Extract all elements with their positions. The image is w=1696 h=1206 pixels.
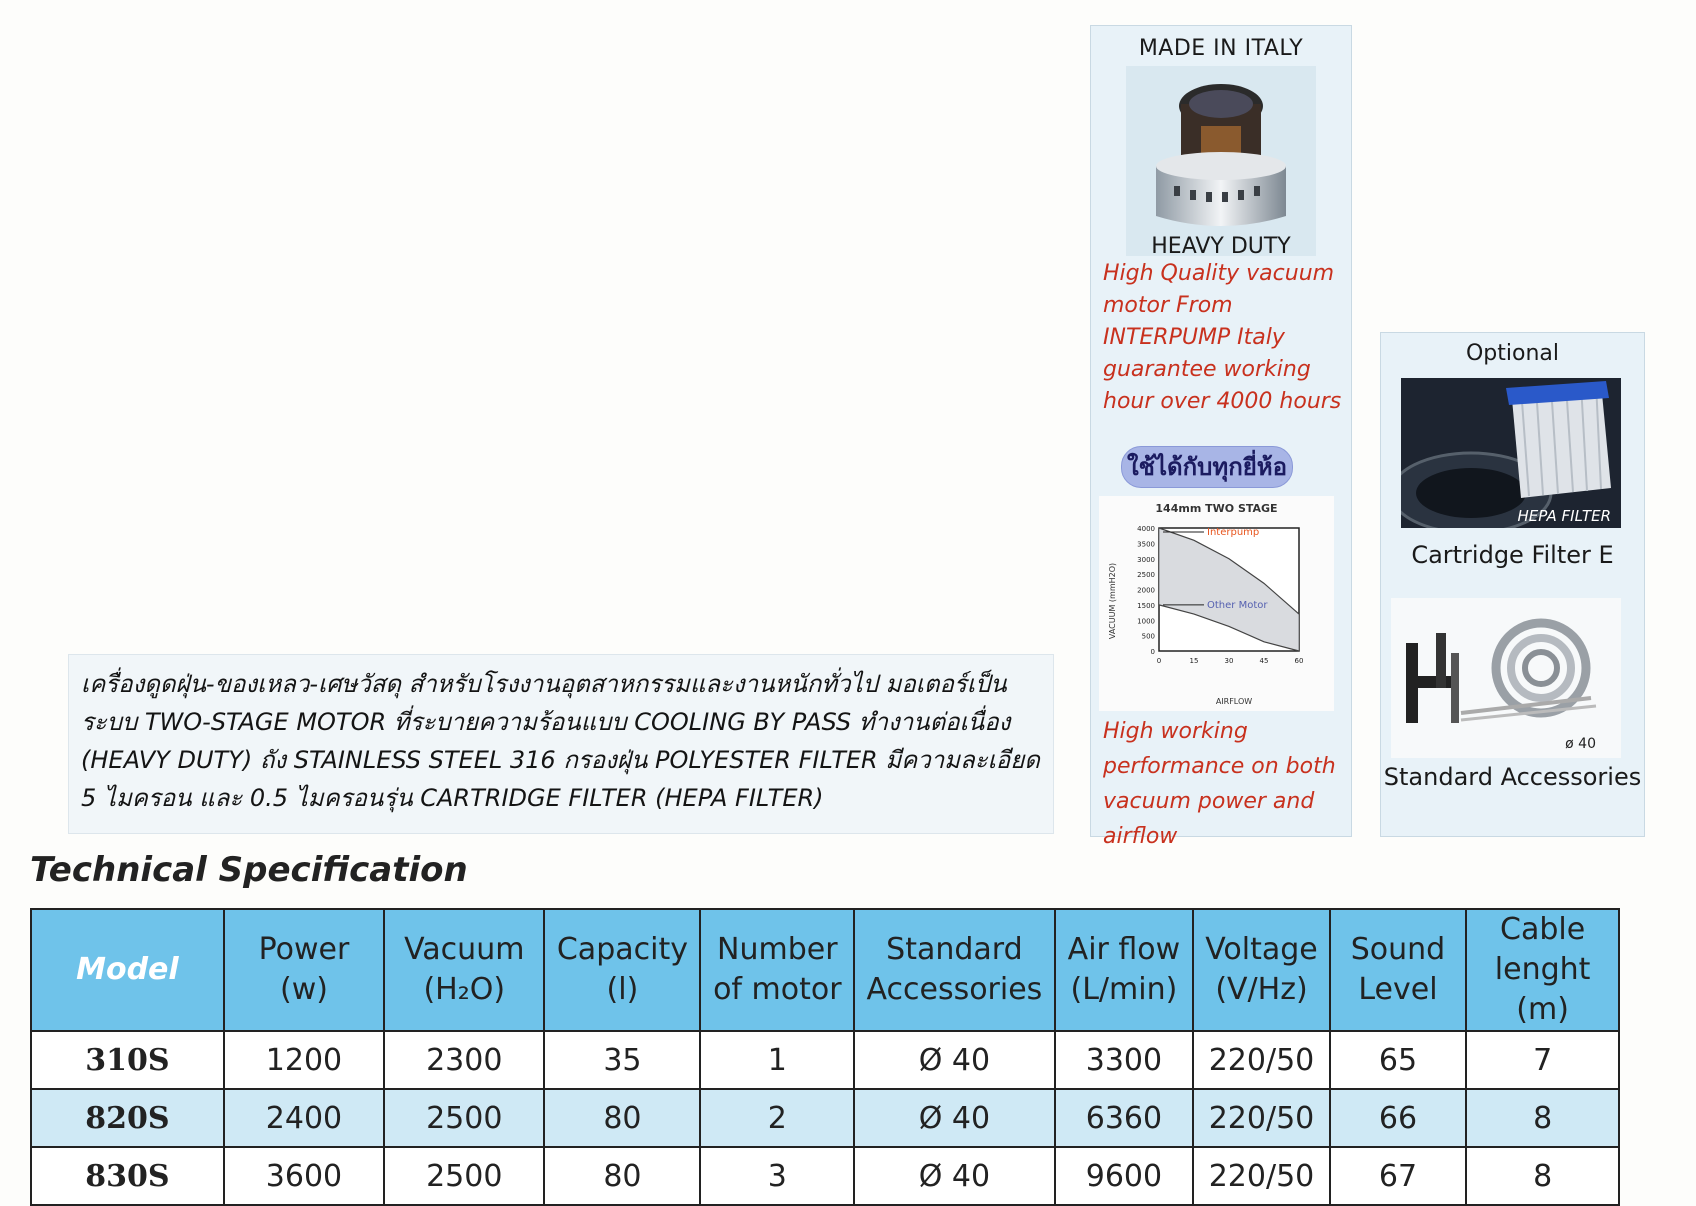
diameter-label: ø 40: [1565, 736, 1596, 752]
motor-panel: [1090, 25, 1352, 849]
table-cell: 6360: [1055, 1089, 1194, 1147]
header-cell: [1193, 909, 1329, 1031]
table-cell: 66: [1330, 1089, 1466, 1147]
y-tick-label: 1500: [1137, 601, 1155, 610]
table-cell: 7: [1466, 1031, 1619, 1089]
header-model: [31, 909, 224, 1031]
vacuum-motor-image: [1126, 66, 1316, 256]
table-row: [31, 1147, 1619, 1205]
performance-chart: [1099, 496, 1334, 711]
header-cell: [224, 909, 384, 1031]
hepa-filter-image: [1401, 378, 1621, 528]
x-tick-label: 45: [1259, 657, 1269, 665]
header-line-1: Sound: [1350, 932, 1446, 967]
x-tick-label: 0: [1156, 657, 1162, 665]
header-line-2: (V/Hz): [1215, 972, 1308, 1007]
table-cell: Ø 40: [854, 1089, 1054, 1147]
table-cell: 65: [1330, 1031, 1466, 1089]
header-line-2: (w): [279, 972, 328, 1007]
header-line-1: Air flow: [1067, 932, 1181, 967]
thai-badge: ใช้ได้กับทุกยี่ห้อ: [1121, 446, 1293, 488]
header-line-2: Level: [1358, 972, 1438, 1007]
header-cell: [854, 909, 1054, 1031]
table-cell: 2: [700, 1089, 854, 1147]
spec-table: [30, 908, 1620, 1206]
x-tick-label: 60: [1294, 657, 1304, 665]
spec-title: Technical Specification: [30, 850, 468, 890]
header-line-1: Standard: [886, 932, 1023, 967]
table-cell: 3: [700, 1147, 854, 1205]
heavy-duty-label: HEAVY DUTY: [1151, 234, 1291, 259]
table-cell: 2400: [224, 1089, 384, 1147]
header-line-1: Vacuum: [404, 932, 525, 967]
made-in-italy-label: MADE IN ITALY: [1138, 36, 1304, 61]
header-line-2: (L/min): [1070, 972, 1178, 1007]
table-cell: 9600: [1055, 1147, 1194, 1205]
y-tick-label: 2000: [1137, 586, 1155, 595]
header-line-2: of motor: [713, 972, 842, 1007]
accessories-image: [1391, 598, 1621, 758]
chart-xlabel: AIRFLOW: [1215, 697, 1253, 706]
header-line-2: lenght (m): [1494, 952, 1591, 1027]
performance-text: High working performance on both vacuum power and airflow: [1103, 719, 1336, 849]
model-cell: 310S: [31, 1031, 224, 1089]
cartridge-filter-label: Cartridge Filter E: [1411, 541, 1614, 569]
table-cell: 220/50: [1193, 1089, 1329, 1147]
series-label-1: Other Motor: [1207, 599, 1268, 611]
table-cell: Ø 40: [854, 1031, 1054, 1089]
header-cell: [700, 909, 854, 1031]
thai-description: เครื่องดูดฝุ่น-ของเหลว-เศษวัสดุ สำหรับโรงงานอุตสาหกรรมและงานหนักทั่วไป มอเตอร์เป็นระบบ TWO-STAGE MOTOR ที่ระบายความร้อนแบบ COOLING BY PASS ทำงานต่อเนื่อง (HEAVY DUTY) ถัง STAINLESS STEEL 316 กรองฝุ่น POLYESTER FILTER มีความละเอียด 5 ไมครอน และ 0.5 ไมครอนรุ่น CARTRIDGE FILTER (HEPA FILTER): [81, 670, 1040, 812]
table-cell: 2500: [384, 1147, 544, 1205]
table-cell: 67: [1330, 1147, 1466, 1205]
table-cell: Ø 40: [854, 1147, 1054, 1205]
table-cell: 8: [1466, 1089, 1619, 1147]
header-cell: [1055, 909, 1194, 1031]
table-cell: 220/50: [1193, 1147, 1329, 1205]
optional-label: Optional: [1465, 341, 1560, 366]
header-line-1: Model: [76, 952, 179, 987]
header-cell: [1466, 909, 1619, 1031]
header-line-1: Voltage: [1205, 932, 1318, 967]
y-tick-label: 500: [1141, 632, 1155, 641]
hepa-filter-label: HEPA FILTER: [1517, 507, 1611, 525]
table-cell: 220/50: [1193, 1031, 1329, 1089]
table-cell: 35: [544, 1031, 700, 1089]
chart-ylabel: VACUUM (mmH2O): [1108, 562, 1117, 640]
standard-accessories-label: Standard Accessories: [1383, 763, 1642, 791]
table-cell: 3300: [1055, 1031, 1194, 1089]
table-cell: 1: [700, 1031, 854, 1089]
y-tick-label: 1000: [1137, 617, 1155, 626]
chart-title: 144mm TWO STAGE: [1155, 502, 1278, 515]
table-cell: 2300: [384, 1031, 544, 1089]
header-line-2: (H₂O): [423, 972, 506, 1007]
y-tick-label: 3000: [1137, 555, 1155, 564]
y-tick-label: 0: [1150, 648, 1155, 656]
table-cell: 80: [544, 1089, 700, 1147]
table-row: [31, 1031, 1619, 1089]
x-tick-label: 30: [1224, 657, 1234, 665]
table-cell: 8: [1466, 1147, 1619, 1205]
header-cell: [1330, 909, 1466, 1031]
motor-description: High Quality vacuum motor From INTERPUMP Italy guarantee working hour over 4000 hours: [1103, 261, 1342, 414]
x-tick-label: 15: [1189, 657, 1199, 665]
model-cell: 820S: [31, 1089, 224, 1147]
thai-description-box: [68, 654, 1054, 834]
header-line-1: Cable: [1500, 912, 1586, 947]
table-cell: 1200: [224, 1031, 384, 1089]
y-tick-label: 2500: [1137, 571, 1155, 580]
header-line-2: Accessories: [866, 972, 1043, 1007]
series-label-0: Interpump: [1207, 527, 1260, 538]
header-line-1: Capacity: [556, 932, 688, 967]
table-cell: 80: [544, 1147, 700, 1205]
table-cell: 2500: [384, 1089, 544, 1147]
y-tick-label: 4000: [1137, 525, 1155, 533]
header-cell: [544, 909, 700, 1031]
model-cell: 830S: [31, 1147, 224, 1205]
y-tick-label: 3500: [1137, 540, 1155, 549]
table-cell: 3600: [224, 1147, 384, 1205]
header-line-2: (l): [606, 972, 639, 1007]
table-row: [31, 1089, 1619, 1147]
header-cell: [384, 909, 544, 1031]
chart-svg: [1099, 496, 1334, 711]
header-line-1: Number: [717, 932, 838, 967]
spec-header-row: [31, 909, 1619, 1031]
options-panel: [1380, 332, 1645, 837]
header-line-1: Power: [258, 932, 350, 967]
